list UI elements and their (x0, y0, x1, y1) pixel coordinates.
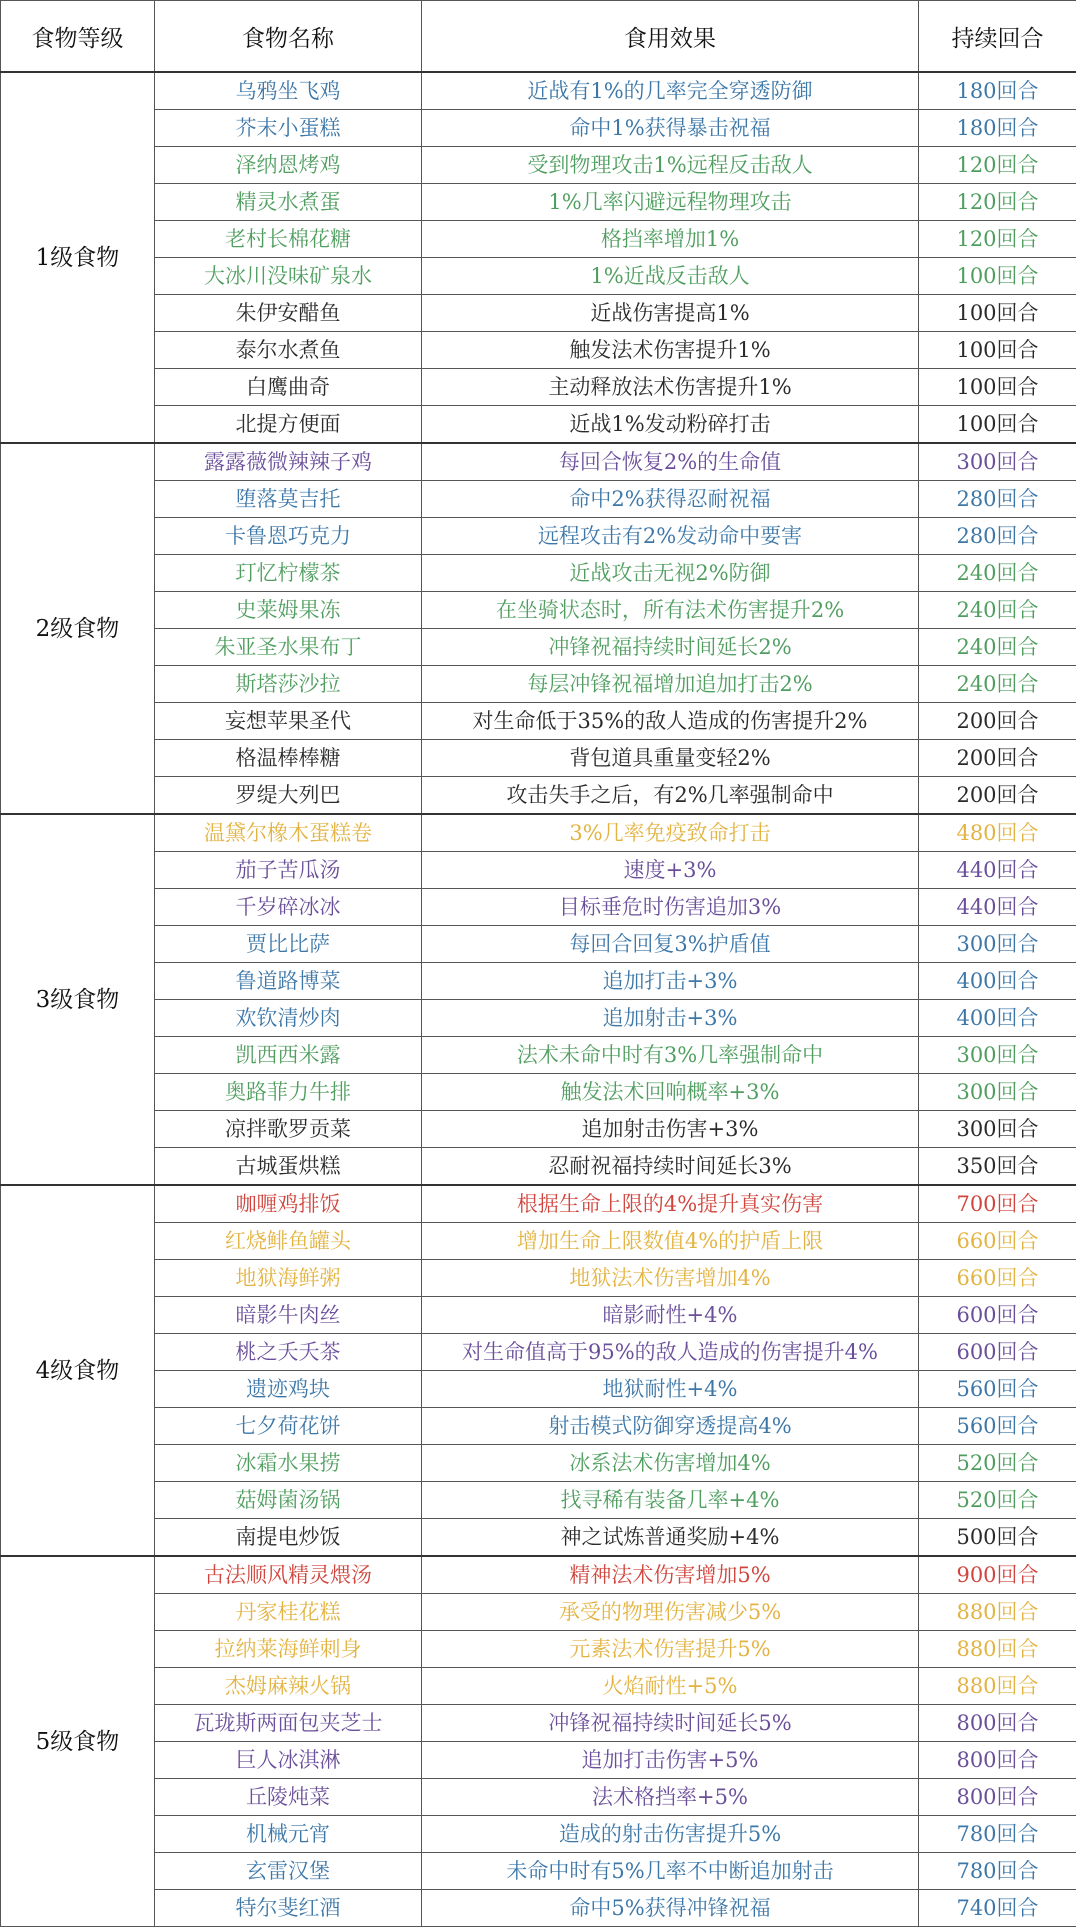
food-effect: 每回合回复3%护盾值 (422, 926, 919, 963)
food-duration: 400回合 (919, 963, 1076, 1000)
table-row (1, 1853, 1076, 1890)
food-duration: 880回合 (919, 1668, 1076, 1705)
table-row (1, 332, 1076, 369)
food-name: 堕落莫吉托 (155, 481, 422, 518)
food-duration: 240回合 (919, 666, 1076, 703)
table-row (1, 369, 1076, 406)
food-duration: 180回合 (919, 110, 1076, 147)
table-row (1, 1816, 1076, 1853)
food-name: 丘陵炖菜 (155, 1779, 422, 1816)
table-row (1, 1445, 1076, 1482)
level-label: 4级食物 (1, 1185, 155, 1556)
food-duration: 200回合 (919, 703, 1076, 740)
table-row (1, 703, 1076, 740)
level-label: 2级食物 (1, 443, 155, 814)
food-name: 凉拌歌罗贡菜 (155, 1111, 422, 1148)
food-duration: 100回合 (919, 295, 1076, 332)
food-name: 丹家桂花糕 (155, 1594, 422, 1631)
food-effect: 地狱耐性+4% (422, 1371, 919, 1408)
food-effect: 未命中时有5%几率不中断追加射击 (422, 1853, 919, 1890)
food-duration: 400回合 (919, 1000, 1076, 1037)
food-effect: 追加射击伤害+3% (422, 1111, 919, 1148)
food-name: 茄子苦瓜汤 (155, 852, 422, 889)
table-row (1, 406, 1076, 444)
food-name: 机械元宵 (155, 1816, 422, 1853)
table-row (1, 110, 1076, 147)
food-effect: 目标垂危时伤害追加3% (422, 889, 919, 926)
table-row (1, 147, 1076, 184)
food-duration: 500回合 (919, 1519, 1076, 1557)
table-row (1, 1668, 1076, 1705)
table-row (1, 1074, 1076, 1111)
food-effect: 远程攻击有2%发动命中要害 (422, 518, 919, 555)
food-effect: 承受的物理伤害减少5% (422, 1594, 919, 1631)
food-effect: 近战1%发动粉碎打击 (422, 406, 919, 444)
table-row (1, 1742, 1076, 1779)
food-effect: 法术未命中时有3%几率强制命中 (422, 1037, 919, 1074)
table-row (1, 258, 1076, 295)
food-name: 乌鸦坐飞鸡 (155, 72, 422, 110)
food-duration: 100回合 (919, 258, 1076, 295)
food-duration: 240回合 (919, 555, 1076, 592)
food-duration: 800回合 (919, 1705, 1076, 1742)
food-effect: 3%几率免疫致命打击 (422, 814, 919, 852)
level-label: 1级食物 (1, 72, 155, 443)
header-row (1, 1, 1076, 73)
food-name: 精灵水煮蛋 (155, 184, 422, 221)
table-row (1, 1297, 1076, 1334)
food-effect: 背包道具重量变轻2% (422, 740, 919, 777)
table-row (1, 666, 1076, 703)
food-name: 格温棒棒糖 (155, 740, 422, 777)
food-duration: 600回合 (919, 1297, 1076, 1334)
food-duration: 900回合 (919, 1556, 1076, 1594)
food-name: 泽纳恩烤鸡 (155, 147, 422, 184)
header-duration: 持续回合 (919, 1, 1076, 73)
table-row (1, 184, 1076, 221)
food-name: 斯塔莎沙拉 (155, 666, 422, 703)
food-name: 桃之夭夭茶 (155, 1334, 422, 1371)
food-effect: 追加射击+3% (422, 1000, 919, 1037)
food-effect: 元素法术伤害提升5% (422, 1631, 919, 1668)
food-effect: 每回合恢复2%的生命值 (422, 443, 919, 481)
level-label: 5级食物 (1, 1556, 155, 1927)
food-duration: 660回合 (919, 1223, 1076, 1260)
food-duration: 300回合 (919, 926, 1076, 963)
food-name: 大冰川没味矿泉水 (155, 258, 422, 295)
food-name: 贾比比萨 (155, 926, 422, 963)
food-name: 玄雷汉堡 (155, 1853, 422, 1890)
food-name: 芥末小蛋糕 (155, 110, 422, 147)
food-name: 奥路菲力牛排 (155, 1074, 422, 1111)
food-name: 瓦珑斯两面包夹芝士 (155, 1705, 422, 1742)
header-effect: 食用效果 (422, 1, 919, 73)
food-effect: 对生命值高于95%的敌人造成的伤害提升4% (422, 1334, 919, 1371)
food-name: 特尔斐红酒 (155, 1890, 422, 1927)
food-name: 七夕荷花饼 (155, 1408, 422, 1445)
food-name: 罗缇大列巴 (155, 777, 422, 815)
food-effect: 命中1%获得暴击祝福 (422, 110, 919, 147)
food-effect: 格挡率增加1% (422, 221, 919, 258)
food-duration: 100回合 (919, 332, 1076, 369)
food-effect: 触发法术伤害提升1% (422, 332, 919, 369)
table-row (1, 1705, 1076, 1742)
food-duration: 240回合 (919, 592, 1076, 629)
food-duration: 600回合 (919, 1334, 1076, 1371)
food-name: 古法顺风精灵煨汤 (155, 1556, 422, 1594)
table-row (1, 814, 1076, 852)
table-row (1, 1779, 1076, 1816)
food-effect: 冲锋祝福持续时间延长2% (422, 629, 919, 666)
table-row (1, 72, 1076, 110)
food-effect: 暗影耐性+4% (422, 1297, 919, 1334)
food-name: 巨人冰淇淋 (155, 1742, 422, 1779)
food-duration: 350回合 (919, 1148, 1076, 1186)
food-name: 冰霜水果捞 (155, 1445, 422, 1482)
food-name: 千岁碎冰冰 (155, 889, 422, 926)
table-row (1, 1890, 1076, 1927)
food-effect: 追加打击+3% (422, 963, 919, 1000)
food-name: 史莱姆果冻 (155, 592, 422, 629)
table-row (1, 1556, 1076, 1594)
food-duration: 200回合 (919, 777, 1076, 815)
food-effect: 冲锋祝福持续时间延长5% (422, 1705, 919, 1742)
table-row (1, 629, 1076, 666)
table-row (1, 1148, 1076, 1186)
food-name: 遗迹鸡块 (155, 1371, 422, 1408)
food-duration: 100回合 (919, 406, 1076, 444)
food-duration: 560回合 (919, 1408, 1076, 1445)
food-name: 鲁道路博菜 (155, 963, 422, 1000)
food-duration: 800回合 (919, 1779, 1076, 1816)
table-row (1, 518, 1076, 555)
food-name: 朱亚圣水果布丁 (155, 629, 422, 666)
food-duration: 100回合 (919, 369, 1076, 406)
food-effect: 法术格挡率+5% (422, 1779, 919, 1816)
table-row (1, 889, 1076, 926)
food-duration: 480回合 (919, 814, 1076, 852)
food-duration: 740回合 (919, 1890, 1076, 1927)
table-body (1, 72, 1076, 1927)
food-duration: 880回合 (919, 1594, 1076, 1631)
food-duration: 800回合 (919, 1742, 1076, 1779)
food-duration: 700回合 (919, 1185, 1076, 1223)
table-row (1, 295, 1076, 332)
food-effect: 火焰耐性+5% (422, 1668, 919, 1705)
food-duration: 520回合 (919, 1445, 1076, 1482)
table-row (1, 1594, 1076, 1631)
food-effect: 触发法术回响概率+3% (422, 1074, 919, 1111)
food-duration: 120回合 (919, 221, 1076, 258)
table-row (1, 592, 1076, 629)
food-effect: 神之试炼普通奖励+4% (422, 1519, 919, 1557)
table-row (1, 740, 1076, 777)
table-row (1, 221, 1076, 258)
food-duration: 300回合 (919, 1111, 1076, 1148)
food-name: 玎忆柠檬茶 (155, 555, 422, 592)
food-name: 露露薇微辣辣子鸡 (155, 443, 422, 481)
food-effect: 冰系法术伤害增加4% (422, 1445, 919, 1482)
food-effect: 命中5%获得冲锋祝福 (422, 1890, 919, 1927)
table-row (1, 777, 1076, 815)
food-duration: 300回合 (919, 443, 1076, 481)
food-effect: 根据生命上限的4%提升真实伤害 (422, 1185, 919, 1223)
food-duration: 440回合 (919, 889, 1076, 926)
food-effect: 命中2%获得忍耐祝福 (422, 481, 919, 518)
table-row (1, 1185, 1076, 1223)
food-name: 咖喱鸡排饭 (155, 1185, 422, 1223)
food-duration: 240回合 (919, 629, 1076, 666)
food-name: 欢钦清炒肉 (155, 1000, 422, 1037)
food-effect: 在坐骑状态时，所有法术伤害提升2% (422, 592, 919, 629)
table-row (1, 963, 1076, 1000)
food-name: 南提电炒饭 (155, 1519, 422, 1557)
header-name: 食物名称 (155, 1, 422, 73)
table-row (1, 1111, 1076, 1148)
food-name: 古城蛋烘糕 (155, 1148, 422, 1186)
food-duration: 520回合 (919, 1482, 1076, 1519)
food-effect: 忍耐祝福持续时间延长3% (422, 1148, 919, 1186)
food-name: 卡鲁恩巧克力 (155, 518, 422, 555)
food-effect: 精神法术伤害增加5% (422, 1556, 919, 1594)
level-label: 3级食物 (1, 814, 155, 1185)
table-row (1, 926, 1076, 963)
food-name: 白鹰曲奇 (155, 369, 422, 406)
food-duration: 560回合 (919, 1371, 1076, 1408)
food-effect: 地狱法术伤害增加4% (422, 1260, 919, 1297)
food-name: 朱伊安醋鱼 (155, 295, 422, 332)
food-effect: 增加生命上限数值4%的护盾上限 (422, 1223, 919, 1260)
table-row (1, 1482, 1076, 1519)
food-effect: 近战有1%的几率完全穿透防御 (422, 72, 919, 110)
food-name: 温黛尔橡木蛋糕卷 (155, 814, 422, 852)
food-effect: 射击模式防御穿透提高4% (422, 1408, 919, 1445)
food-effect: 找寻稀有装备几率+4% (422, 1482, 919, 1519)
food-name: 杰姆麻辣火锅 (155, 1668, 422, 1705)
food-effect: 近战伤害提高1% (422, 295, 919, 332)
table-row (1, 1334, 1076, 1371)
food-duration: 120回合 (919, 147, 1076, 184)
food-duration: 780回合 (919, 1816, 1076, 1853)
food-name: 拉纳莱海鲜刺身 (155, 1631, 422, 1668)
food-effect: 近战攻击无视2%防御 (422, 555, 919, 592)
food-name: 凯西西米露 (155, 1037, 422, 1074)
food-name: 菇姆菌汤锅 (155, 1482, 422, 1519)
table-row (1, 1037, 1076, 1074)
food-effect: 主动释放法术伤害提升1% (422, 369, 919, 406)
food-name: 暗影牛肉丝 (155, 1297, 422, 1334)
food-duration: 660回合 (919, 1260, 1076, 1297)
food-duration: 440回合 (919, 852, 1076, 889)
food-effect: 每层冲锋祝福增加追加打击2% (422, 666, 919, 703)
food-effect: 造成的射击伤害提升5% (422, 1816, 919, 1853)
table-row (1, 1519, 1076, 1557)
table-row (1, 481, 1076, 518)
food-name: 老村长棉花糖 (155, 221, 422, 258)
table-row (1, 1000, 1076, 1037)
food-name: 泰尔水煮鱼 (155, 332, 422, 369)
table-row (1, 1408, 1076, 1445)
food-duration: 180回合 (919, 72, 1076, 110)
table-row (1, 443, 1076, 481)
table-row (1, 1223, 1076, 1260)
food-effect: 速度+3% (422, 852, 919, 889)
header-level: 食物等级 (1, 1, 155, 73)
food-name: 妄想苹果圣代 (155, 703, 422, 740)
food-effect: 攻击失手之后，有2%几率强制命中 (422, 777, 919, 815)
food-duration: 780回合 (919, 1853, 1076, 1890)
food-duration: 300回合 (919, 1037, 1076, 1074)
table-row (1, 852, 1076, 889)
table-row (1, 1631, 1076, 1668)
food-duration: 120回合 (919, 184, 1076, 221)
food-name: 地狱海鲜粥 (155, 1260, 422, 1297)
food-name: 红烧鲱鱼罐头 (155, 1223, 422, 1260)
food-duration: 880回合 (919, 1631, 1076, 1668)
food-effect: 1%近战反击敌人 (422, 258, 919, 295)
table-row (1, 1371, 1076, 1408)
food-effect: 受到物理攻击1%远程反击敌人 (422, 147, 919, 184)
food-effect: 追加打击伤害+5% (422, 1742, 919, 1779)
food-duration: 200回合 (919, 740, 1076, 777)
food-effect: 对生命低于35%的敌人造成的伤害提升2% (422, 703, 919, 740)
table-row (1, 555, 1076, 592)
food-duration: 300回合 (919, 1074, 1076, 1111)
food-duration: 280回合 (919, 518, 1076, 555)
table-row (1, 1260, 1076, 1297)
food-duration: 280回合 (919, 481, 1076, 518)
food-effect: 1%几率闪避远程物理攻击 (422, 184, 919, 221)
food-name: 北提方便面 (155, 406, 422, 444)
